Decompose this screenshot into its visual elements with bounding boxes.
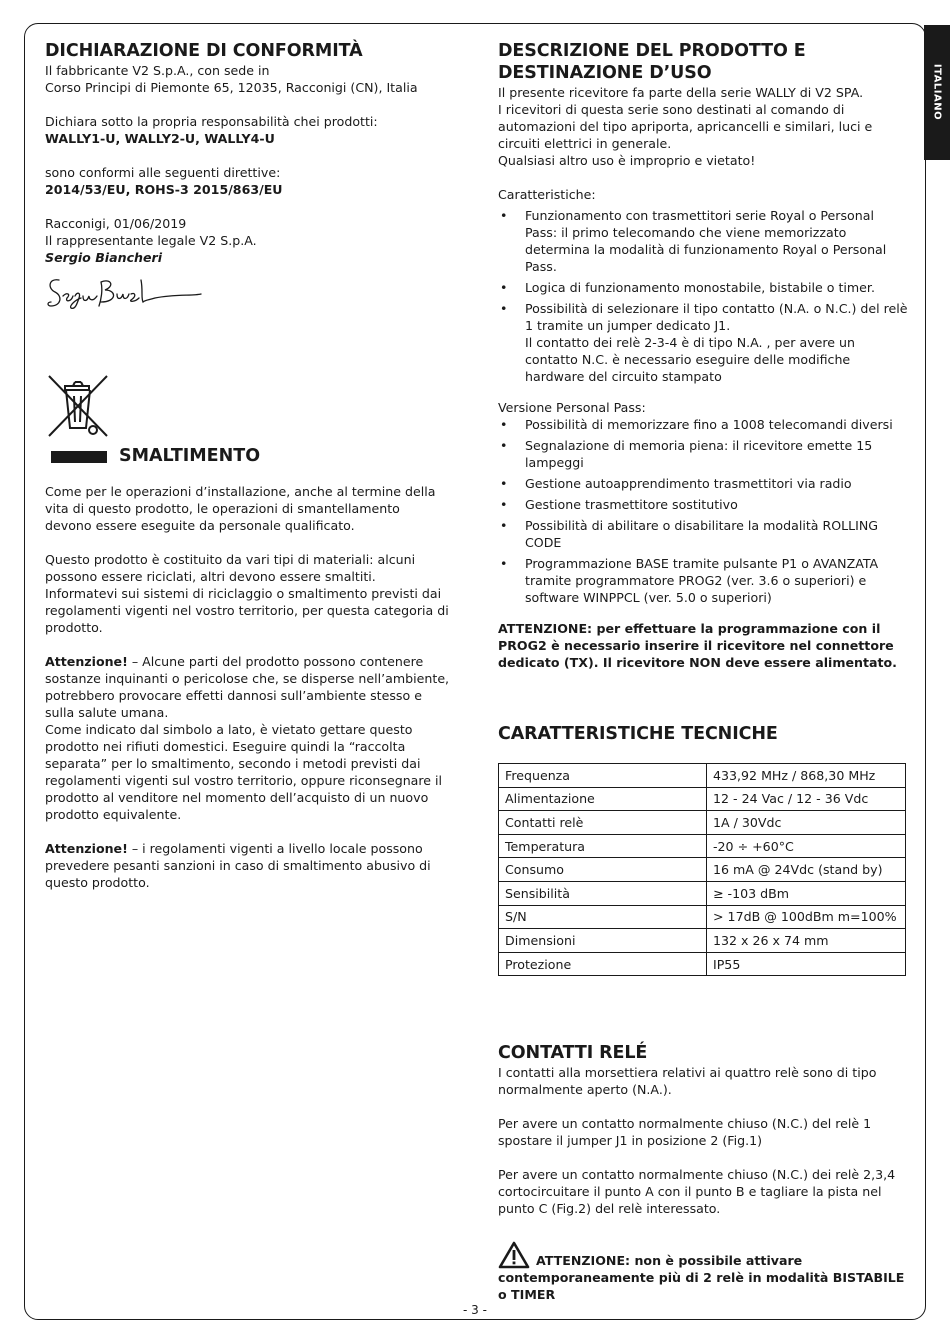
disposal-paragraph-1: Come per le operazioni d’installazione, anche al termine della vita di questo prodotto, le operazioni di smantellamento devono essere eseguite da personale qualificato. [45,484,436,533]
programming-warning: ATTENZIONE: per effettuare la programmazione con il PROG2 è necessario inserire il ricevitore nel connettore dedicato (TX). Il ricevitore NON deve essere alimentato. [498,621,897,670]
disposal-paragraph-2: Questo prodotto è costituito da vari tipi di materiali: alcuni possono essere riciclati, altri devono essere smaltiti. Informatevi sui sistemi di riciclaggio o smaltimento previsti dai regolamenti vigenti nel vostro territorio, per questa categoria di prodotto. [45,552,449,635]
page-number: - 3 - [463,1303,487,1317]
list-item: • Funzionamento con trasmettitori serie Royal o Personal Pass: il primo telecomando che viene memorizzato determina la modalità di funzionamento Royal o Personal Pass. [498,207,908,275]
spec-value: 132 x 26 x 74 mm [707,929,906,953]
description-title-line-1: DESCRIZIONE DEL PRODOTTO E [498,41,806,61]
spec-value: ≥ -103 dBm [707,881,906,905]
directives-intro: sono conformi alle seguenti direttive: [45,165,281,180]
spec-label: Alimentazione [499,787,707,811]
manufacturer-line: Il fabbricante V2 S.p.A., con sede in [45,63,270,78]
spec-label: Consumo [499,858,707,882]
spec-value: 16 mA @ 24Vdc (stand by) [707,858,906,882]
attention-label: Attenzione! [45,654,128,669]
declaration-section [45,40,450,314]
description-paragraph-2: I ricevitori di questa serie sono destinati al comando di automazioni del tipo apriporta, apricancelli e similari, luci e circuiti elettrici in generale. [498,102,873,151]
place-date: Racconigi, 01/06/2019 [45,216,187,231]
left-column [45,40,450,891]
disposal-title: SMALTIMENTO [119,446,261,466]
attention-label-2: Attenzione! [45,841,128,856]
handwritten-signature [45,272,205,314]
table-row [499,834,906,858]
attention-text-2: – i regolamenti vigenti a livello locale possono prevedere pesanti sanzioni in caso di smaltimento abusivo di questo prodotto. [45,841,431,890]
list-item: • Segnalazione di memoria piena: il ricevitore emette 15 lampeggi [498,437,908,471]
specs-table [498,763,906,976]
table-row [499,811,906,835]
address-line: Corso Principi di Piemonte 65, 12035, Racconigi (CN), Italia [45,80,418,95]
personal-pass-list [498,416,908,606]
spec-value: 433,92 MHz / 868,30 MHz [707,764,906,788]
list-item: • Possibilità di memorizzare fino a 1008 telecomandi diversi [498,416,908,433]
disposal-section [45,374,450,891]
disposal-paragraph-5 [45,840,450,891]
spec-label: Temperatura [499,834,707,858]
relay-warning-line-1: ATTENZIONE: non è possibile attivare [536,1253,803,1269]
spec-value: 1A / 30Vdc [707,811,906,835]
relay-paragraph-3: Per avere un contatto normalmente chiuso (N.C.) dei relè 2,3,4 cortocircuitare il punto A con il punto B e tagliare la pista nel punto C (Fig.2) del relè interessato. [498,1167,896,1217]
specs-section [498,723,908,976]
relay-warning-rest: contemporaneamente più di 2 relè in modalità BISTABILE o TIMER [498,1270,905,1303]
crossed-out-bin-icon [45,374,109,438]
language-tab-label: ITALIANO [931,63,943,121]
features-list [498,207,908,385]
personal-pass-title: Versione Personal Pass: [498,400,646,415]
list-item-text: Possibilità di selezionare il tipo contatto (N.A. o N.C.) del relè 1 tramite un jumper dedicato J1. [525,301,908,333]
disposal-header [45,448,450,465]
spec-label: Protezione [499,952,707,976]
table-row [499,858,906,882]
directive-list: 2014/53/EU, ROHS-3 2015/863/EU [45,182,283,197]
features-title: Caratteristiche: [498,187,596,202]
list-item: • Programmazione BASE tramite pulsante P1 o AVANZATA tramite programmatore PROG2 (ver. 3.6 o superiori) e software WINPPCL (ver. 5.0 o superiori) [498,555,908,606]
table-row [499,952,906,976]
table-row [499,787,906,811]
spec-label: Contatti relè [499,811,707,835]
relay-paragraph-1: I contatti alla morsettiera relativi ai quattro relè sono di tipo normalmente aperto (N.A.). [498,1065,877,1098]
description-section [498,40,908,671]
relay-warning [498,1241,908,1269]
table-row [499,764,906,788]
disposal-bar [51,451,107,463]
relay-contacts-section [498,1042,908,1303]
list-item: • Possibilità di abilitare o disabilitare la modalità ROLLING CODE [498,517,908,551]
declaration-title: DICHIARAZIONE DI CONFORMITÀ [45,41,363,61]
spec-label: Sensibilità [499,881,707,905]
description-title-line-2: DESTINAZIONE D’USO [498,63,712,83]
spec-value: > 17dB @ 100dBm m=100% [707,905,906,929]
list-item: • Gestione trasmettitore sostitutivo [498,496,908,513]
disposal-paragraph-4: Come indicato dal simbolo a lato, è vietato gettare questo prodotto nei rifiuti domestici. Eseguire quindi la “raccolta separata” per lo smaltimento, secondo i metodi previsti dai regolamenti vigenti sul vostro territorio, oppure riconsegnare il prodotto al venditore nel momento dell’acquisto di un nuovo prodotto equivalente. [45,722,443,822]
description-paragraph-1: Il presente ricevitore fa parte della serie WALLY di V2 SPA. [498,85,864,100]
spec-label: S/N [499,905,707,929]
specs-title: CARATTERISTICHE TECNICHE [498,724,778,744]
representative: Il rappresentante legale V2 S.p.A. [45,233,257,248]
description-title [498,40,908,84]
description-paragraph-3: Qualsiasi altro uso è improprio e vietato! [498,153,756,168]
table-row [499,905,906,929]
right-column [498,40,908,1303]
spec-label: Dimensioni [499,929,707,953]
spec-label: Frequenza [499,764,707,788]
spec-value: -20 ÷ +60°C [707,834,906,858]
table-row [499,929,906,953]
warning-triangle-icon [498,1241,530,1269]
relay-contacts-title: CONTATTI RELÉ [498,1043,648,1064]
table-row [499,881,906,905]
signer-name: Sergio Biancheri [45,250,163,265]
list-item: • Logica di funzionamento monostabile, bistabile o timer. [498,279,908,296]
list-item: • Gestione autoapprendimento trasmettitori via radio [498,475,908,492]
attention-text: – Alcune parti del prodotto possono contenere sostanze inquinanti o pericolose che, se disperse nell’ambiente, potrebbero provocare effetti dannosi sull’ambiente stesso e sulla salute umana. [45,654,450,720]
relay-paragraph-2: Per avere un contatto normalmente chiuso (N.C.) del relè 1 spostare il jumper J1 in posizione 2 (Fig.1) [498,1116,872,1149]
spec-value: IP55 [707,952,906,976]
list-item [498,300,908,385]
list-item-extra: Il contatto dei relè 2-3-4 è di tipo N.A. , per avere un contatto N.C. è necessario eseguire delle modifiche hardware del circuito stampato [525,335,856,384]
spec-value: 12 - 24 Vac / 12 - 36 Vdc [707,787,906,811]
product-list: WALLY1-U, WALLY2-U, WALLY4-U [45,131,275,146]
disposal-paragraph-3 [45,653,450,721]
declaration-intro: Dichiara sotto la propria responsabilità chei prodotti: [45,114,378,129]
